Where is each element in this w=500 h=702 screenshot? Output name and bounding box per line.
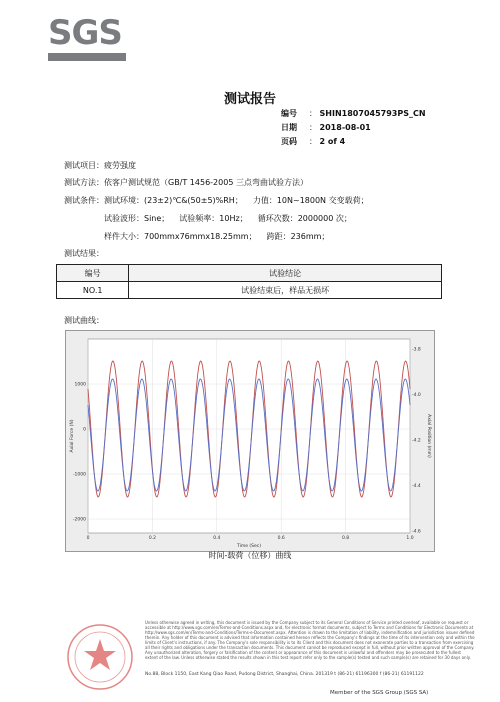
meta-number: 编号 ： SHIN1807045793PS_CN (281, 109, 426, 118)
cycles: 循环次数：2000000 次； (257, 214, 352, 223)
y-axis-label-left: Axial Force (N) (70, 419, 75, 453)
results-table (56, 264, 442, 299)
chart-caption: 时间-载荷（位移）曲线 (208, 551, 292, 560)
meta-label: 日期 (281, 123, 297, 132)
test-item: 测试项目：疲劳强度 (64, 161, 136, 170)
span: 跨距：236mm； (266, 232, 330, 241)
table-header-row (57, 265, 442, 282)
y-tick-label-left: 1000 (74, 382, 86, 388)
condition-label: 测试条件： (64, 196, 104, 205)
y-tick-label-right: -4.6 (412, 529, 421, 535)
sample-size: 样件大小：700mmx76mmx18.25mm； (104, 232, 257, 241)
report-title: 测试报告 (223, 92, 276, 107)
test-curve-chart (65, 330, 435, 552)
y-tick-label-right: -3.8 (412, 347, 421, 353)
meta-label: 页码 (281, 137, 297, 146)
y-tick-label-left: 0 (83, 427, 86, 433)
y-tick-label-right: -4.2 (412, 438, 421, 444)
y-tick-label-left: -1000 (72, 472, 86, 478)
table-cell: NO.1 (57, 282, 129, 299)
y-axis-label-right: Axial Position (mm) (426, 414, 431, 458)
y-tick-label-left: -2000 (72, 517, 86, 523)
waveform: 试验波形：Sine； (104, 214, 170, 223)
chart-svg (66, 331, 434, 551)
meta-value: 2 of 4 (319, 137, 346, 146)
meta-value: SHIN1807045793PS_CN (319, 109, 426, 118)
frequency: 试验频率：10Hz； (179, 214, 248, 223)
x-tick-label: 0.2 (148, 536, 156, 541)
footer-address: No.88, Block 1150, East Kang Qiao Road, Pudong District, Shanghai, China. 201319 t (86-21) 61196300 f (86-21) 61191122 (145, 672, 424, 677)
sgs-logo (48, 13, 126, 62)
x-tick-label: 0 (86, 536, 90, 541)
meta-page: 页码 ： 2 of 4 (281, 137, 346, 146)
x-tick-label: 1.0 (406, 536, 414, 541)
plot-area (88, 339, 410, 533)
result-label: 测试结果： (64, 249, 104, 258)
meta-value: 2018-08-01 (319, 123, 371, 132)
test-params (104, 213, 352, 224)
condition-env: 测试环境：(23±2)℃&(50±5)%RH； (104, 196, 243, 205)
footer-member: Member of the SGS Group (SGS SA) (330, 690, 429, 696)
condition-force: 力值：10N~1800N 交变载荷； (252, 196, 369, 205)
logo-text: SGS (48, 13, 122, 53)
y-tick-label-right: -4.4 (412, 484, 421, 489)
meta-date: 日期 ： 2018-08-01 (281, 123, 371, 132)
x-tick-label: 0.4 (213, 536, 221, 541)
footer-notice: Unless otherwise agreed in writing, this document is issued by the Company subject to its General Conditions of Service printed overleaf, available on request or accessible at http://www.sgs.com/en/Terms-and-Conditions.aspx and, for electronic format documents, subject to Terms and Conditions for Electronic Documents at http://www.sgs.com/en/Terms-and-Conditions/Terms-e-Document.aspx. Attention is drawn to the limitation of liability, indemnification and jurisdiction issues defined therein. Any holder of this document is advised that information contained hereon reflects the Company's findings at the time of its intervention only and within the limits of Client's instructions, if any. The Company's sole responsibility is to its Client and this document does not exonerate parties to a transaction from exercising all their rights and obligations under the transaction documents. This document cannot be reproduced except in full, without prior written approval of the Company. Any unauthorized alteration, forgery or falsification of the content or appearance of this document is unlawful and offenders may be prosecuted to the fullest extent of the law. Unless otherwise stated the results shown in this test report refer only to the sample(s) tested and such sample(s) are retained for 30 days only. (145, 620, 475, 660)
stamp-graphic (60, 617, 140, 697)
x-tick-label: 0.8 (342, 536, 350, 541)
sample-params (104, 231, 329, 242)
y-tick-label-right: -4.0 (412, 393, 421, 398)
x-tick-label: 0.6 (277, 536, 285, 541)
table-row (57, 282, 442, 299)
test-method: 测试方法：依客户测试规范（GB/T 1456-2005 三点弯曲试验方法） (64, 178, 308, 187)
table-cell: 试验结束后，样品无损坏 (129, 282, 442, 299)
curve-label: 测试曲线： (64, 316, 104, 325)
table-header: 编号 (57, 265, 129, 282)
table-header: 试验结论 (129, 265, 442, 282)
test-conditions (64, 195, 369, 206)
sgs-stamp (60, 617, 140, 697)
logo-bar (48, 53, 126, 61)
x-axis-label: Time (Sec) (236, 544, 262, 549)
meta-label: 编号 (281, 109, 297, 118)
